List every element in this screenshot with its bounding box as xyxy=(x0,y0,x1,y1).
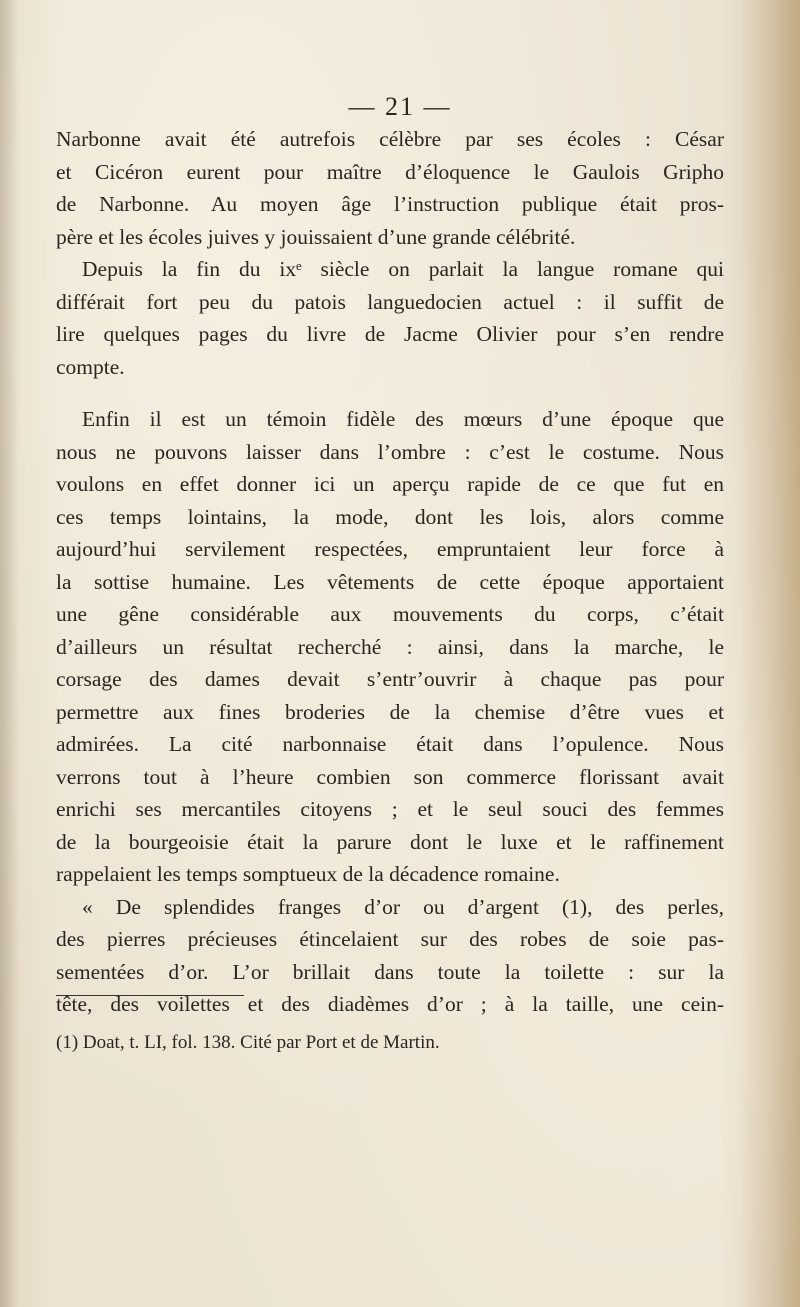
text-line: tête, des voilettes et des diadèmes d’or ; à la taille, une cein- xyxy=(56,992,724,1016)
text-line: Enfin il est un témoin fidèle des mœurs d’une époque que xyxy=(82,407,724,431)
text-line: nous ne pouvons laisser dans l’ombre : c’est le costume. Nous xyxy=(56,439,724,464)
paragraph xyxy=(56,891,724,1021)
text-line: permettre aux fines broderies de la chemise d’être vues et xyxy=(56,699,724,724)
text-line: « De splendides franges d’or ou d’argent (1), des perles, xyxy=(82,894,724,919)
footnote: (1) Doat, t. LI, fol. 138. Cité par Port et de Martin. xyxy=(56,1032,440,1053)
text-line: admirées. La cité narbonnaise était dans l’opulence. Nous xyxy=(56,732,724,756)
text-line: ces temps lointains, la mode, dont les lois, alors comme xyxy=(56,504,724,529)
text-line: une gêne considérable aux mouvements du corps, c’était xyxy=(56,602,724,626)
text-line: de la bourgeoisie était la parure dont le luxe et le raffinement xyxy=(56,829,724,854)
text-line: père et les écoles juives y jouissaient d’une grande célébrité. xyxy=(56,224,576,249)
text-line: d’ailleurs un résultat recherché : ainsi, dans la marche, le xyxy=(56,634,724,659)
text-line: Narbonne avait été autrefois célèbre par ses écoles : César xyxy=(56,127,724,151)
text-line: verrons tout à l’heure combien son commerce florissant avait xyxy=(56,764,724,789)
paragraph xyxy=(56,123,724,253)
text-line: rappelaient les temps somptueux de la décadence romaine. xyxy=(56,862,560,886)
text-line: compte. xyxy=(56,354,125,379)
text-line: Depuis la fin du ixᵉ siècle on parlait la langue romane qui xyxy=(82,257,724,281)
body-text xyxy=(56,123,724,1021)
text-line: aujourd’hui servilement respectées, empruntaient leur force à xyxy=(56,537,724,561)
text-line: corsage des dames devait s’entr’ouvrir à chaque pas pour xyxy=(56,667,724,691)
paragraph-gap xyxy=(56,383,724,403)
text-line: différait fort peu du patois languedocien actuel : il suffit de xyxy=(56,289,724,314)
text-line: lire quelques pages du livre de Jacme Olivier pour s’en rendre xyxy=(56,322,724,346)
binding-shadow xyxy=(0,0,20,1307)
text-line: et Cicéron eurent pour maître d’éloquence le Gaulois Gripho xyxy=(56,159,724,184)
text-line: voulons en effet donner ici un aperçu rapide de ce que fut en xyxy=(56,472,724,496)
text-line: des pierres précieuses étincelaient sur des robes de soie pas- xyxy=(56,927,724,951)
footnote-divider xyxy=(56,995,244,996)
paragraph xyxy=(56,253,724,383)
text-line: sementées d’or. L’or brillait dans toute la toilette : sur la xyxy=(56,959,724,984)
page-number: — 21 — xyxy=(348,92,452,121)
paragraph xyxy=(56,403,724,891)
text-line: enrichi ses mercantiles citoyens ; et le seul souci des femmes xyxy=(56,797,724,821)
edge-stain xyxy=(740,0,800,1307)
text-line: la sottise humaine. Les vêtements de cette époque apportaient xyxy=(56,569,724,594)
text-line: de Narbonne. Au moyen âge l’instruction publique était pros- xyxy=(56,192,724,216)
